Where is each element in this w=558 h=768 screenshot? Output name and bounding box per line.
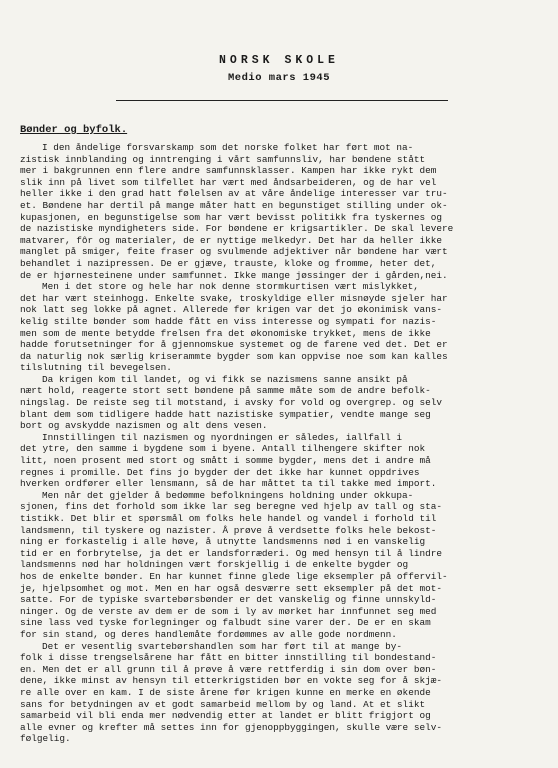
article xyxy=(20,124,544,745)
article-paragraph xyxy=(20,142,544,281)
header-rule xyxy=(116,100,448,101)
text-line: kupasjonen, en begunstigelse som har vært bevisst politikk fra tyskernes og xyxy=(20,211,442,223)
text-line: hverken ordfører eller lensmann, så de har måttet ta til takke med import. xyxy=(20,478,437,490)
text-line: regnes i promille. Det fins jo bygder der det ikke har kunnet oppdrives xyxy=(20,466,420,478)
text-line: tistikk. Det blir et spørsmål om folks hele handel og vandel i forhold til xyxy=(20,513,437,524)
text-line: for sin stand, og deres handlemåte fordømmes av alle gode nordmenn. xyxy=(20,628,397,640)
text-line: Det er vesentlig svartebørshandlen som har ført til at mange by- xyxy=(42,640,403,652)
text-line: Men i det store og hele har nok denne stormkurtisen vært mislykket, xyxy=(42,281,419,293)
text-line: ninger. Og de verste av dem er de som i ly av mørket har innfunnet seg med xyxy=(20,605,437,617)
text-line: men som de mente betydde frelsen fra det økonomiske trykket, mens de ikke xyxy=(20,327,431,339)
text-line: hadde forutsetninger for å gjennomskue systemet og de farene ved det. Det er xyxy=(20,339,448,351)
text-line: ning er forkastelig i alle høve, å utnytte landsmenns nød i en vanskelig xyxy=(20,536,426,548)
text-line: nært hold, reagerte stort sett bøndene på samme måte som de andre befolk- xyxy=(20,385,431,397)
text-line: ningslag. De reiste seg til motstand, i avsky for vold og overgrep. og selv xyxy=(20,397,442,409)
text-line: landsmenn, til tyskere og nazister. Å prøve å verdsette folks hele bekost- xyxy=(20,524,437,536)
article-paragraph xyxy=(20,641,544,745)
article-heading: Bønder og byfolk. xyxy=(20,124,128,136)
article-paragraph xyxy=(20,432,544,490)
publication-title: NORSK SKOLE xyxy=(219,54,339,67)
text-line: bort og avskydde nazismen og alt dens vesen. xyxy=(20,420,268,432)
text-line: tilslutning til bevegelsen. xyxy=(20,362,172,374)
text-line: følgelig. xyxy=(20,733,71,745)
article-paragraph xyxy=(20,490,544,641)
text-line: je, hjelpsomhet og mot. Men en har også desværre sett eksempler på det mot- xyxy=(20,582,442,594)
article-paragraph xyxy=(20,374,544,432)
masthead xyxy=(0,54,558,84)
issue-date: Medio mars 1945 xyxy=(227,72,330,84)
text-line: Innstillingen til nazismen og nyordningen er således, iallfall i xyxy=(42,431,403,443)
text-line: samarbeid vil bli enda mer nødvendig etter at landet er blitt frigjort og xyxy=(20,710,431,722)
text-line: mer i bakgrunnen enn flere andre samfunnsklasser. Kampen har ikke rykt dem xyxy=(20,165,437,177)
text-line: sans for betydningen av et godt samarbeid mellom by og land. At et slikt xyxy=(20,698,426,710)
text-line: manglet på smiger, feite fraser og svulmende adjektiver når bøndene har vært xyxy=(20,246,448,258)
text-line: heller ikke i den grad hatt følelsen av at våre åndelige interesser var tru- xyxy=(20,188,448,200)
text-line: matvarer, fôr og materialer, de er nyttige melkedyr. Det har da heller ikke xyxy=(20,234,442,246)
text-line: slik inn på livet som tilfellet har vært med åndsarbeideren, og de har vel xyxy=(20,176,437,188)
text-line: landsmenns nød har holdningen vært forskjellig i de enkelte bygder og xyxy=(20,559,409,571)
text-line: sjonen, fins det forhold som ikke lar seg beregne ved hjelp av tall og sta- xyxy=(20,501,442,513)
text-line: re alle over en kam. I de siste årene før krigen kunne en merke en økende xyxy=(20,686,431,698)
text-line: det ytre, den samme i bygdene som i byene. Antall tilhengere skifter nok xyxy=(20,443,426,455)
text-line: alle evner og krefter må settes inn for gjenoppbyggingen, skulle være selv- xyxy=(20,721,442,733)
text-line: blant dem som tidligere hadde hatt nazistiske sympatier, vendte mange seg xyxy=(20,408,431,420)
text-line: satte. For de typiske svartebørsbønder er det vanskelig og finne unnskyld- xyxy=(20,594,437,606)
text-line: Da krigen kom til landet, og vi fikk se nazismens sanne ansikt på xyxy=(42,373,408,385)
text-line: I den åndelige forsvarskamp som det norske folket har ført mot na- xyxy=(42,142,414,153)
text-line: behandlet i nazipressen. De er gjæve, trauste, kloke og fromme, heter det, xyxy=(20,257,437,269)
text-line: det har vært steinhogg. Enkelte svake, troskyldige eller misnøyde sjeler har xyxy=(20,292,448,304)
text-line: litt, noen prosent med stort og smått i somme bygder, mens det i andre må xyxy=(20,455,431,467)
text-line: en. Men det er all grunn til å prøve å være rettferdig i sin dom over bøn- xyxy=(20,663,437,675)
text-line: folk i disse trengselsårene har fått en bitter innstilling til bondestand- xyxy=(20,652,437,664)
article-paragraph xyxy=(20,281,544,374)
text-line: nok latt seg lokke på agnet. Allerede før krigen var det jo økonimisk vans- xyxy=(20,304,442,316)
text-line: da naturlig nok særlig kriserammte bygder som kan oppvise noe som kan kalles xyxy=(20,350,448,362)
text-line: Men når det gjelder å bedømme befolkningens holdning under okkupa- xyxy=(42,489,414,501)
text-line: tid er en forbrytelse, ja det er landsforræderi. Og med hensyn til å lindre xyxy=(20,547,442,559)
text-line: et. Bøndene har dertil på mange måter hatt en begunstiget stilling under ok- xyxy=(20,199,448,211)
text-line: zistisk innblanding og inntrenging i vårt samfunnsliv, har bøndene stått xyxy=(20,153,426,165)
article-body xyxy=(20,142,544,745)
text-line: kelig stilte bønder som hadde fått en viss interesse og sympati for nazis- xyxy=(20,315,437,327)
text-line: de nazistiske myndigheters side. For bøndene er krigsartikler. De skal levere xyxy=(20,223,454,235)
text-line: hos de enkelte bønder. En har kunnet finne glede lige eksempler på offervil- xyxy=(20,570,448,582)
text-line: sine lass ved tyske forlegninger og falbudt sine varer der. De er en skam xyxy=(20,617,431,629)
text-line: de er hjørnesteinene under samfunnet. Ikke mange jøssinger der i gården,nei. xyxy=(20,269,448,281)
text-line: dene, ikke minst av hensyn til etterkrigstiden bør en vokte seg for å skjæ- xyxy=(20,675,442,687)
